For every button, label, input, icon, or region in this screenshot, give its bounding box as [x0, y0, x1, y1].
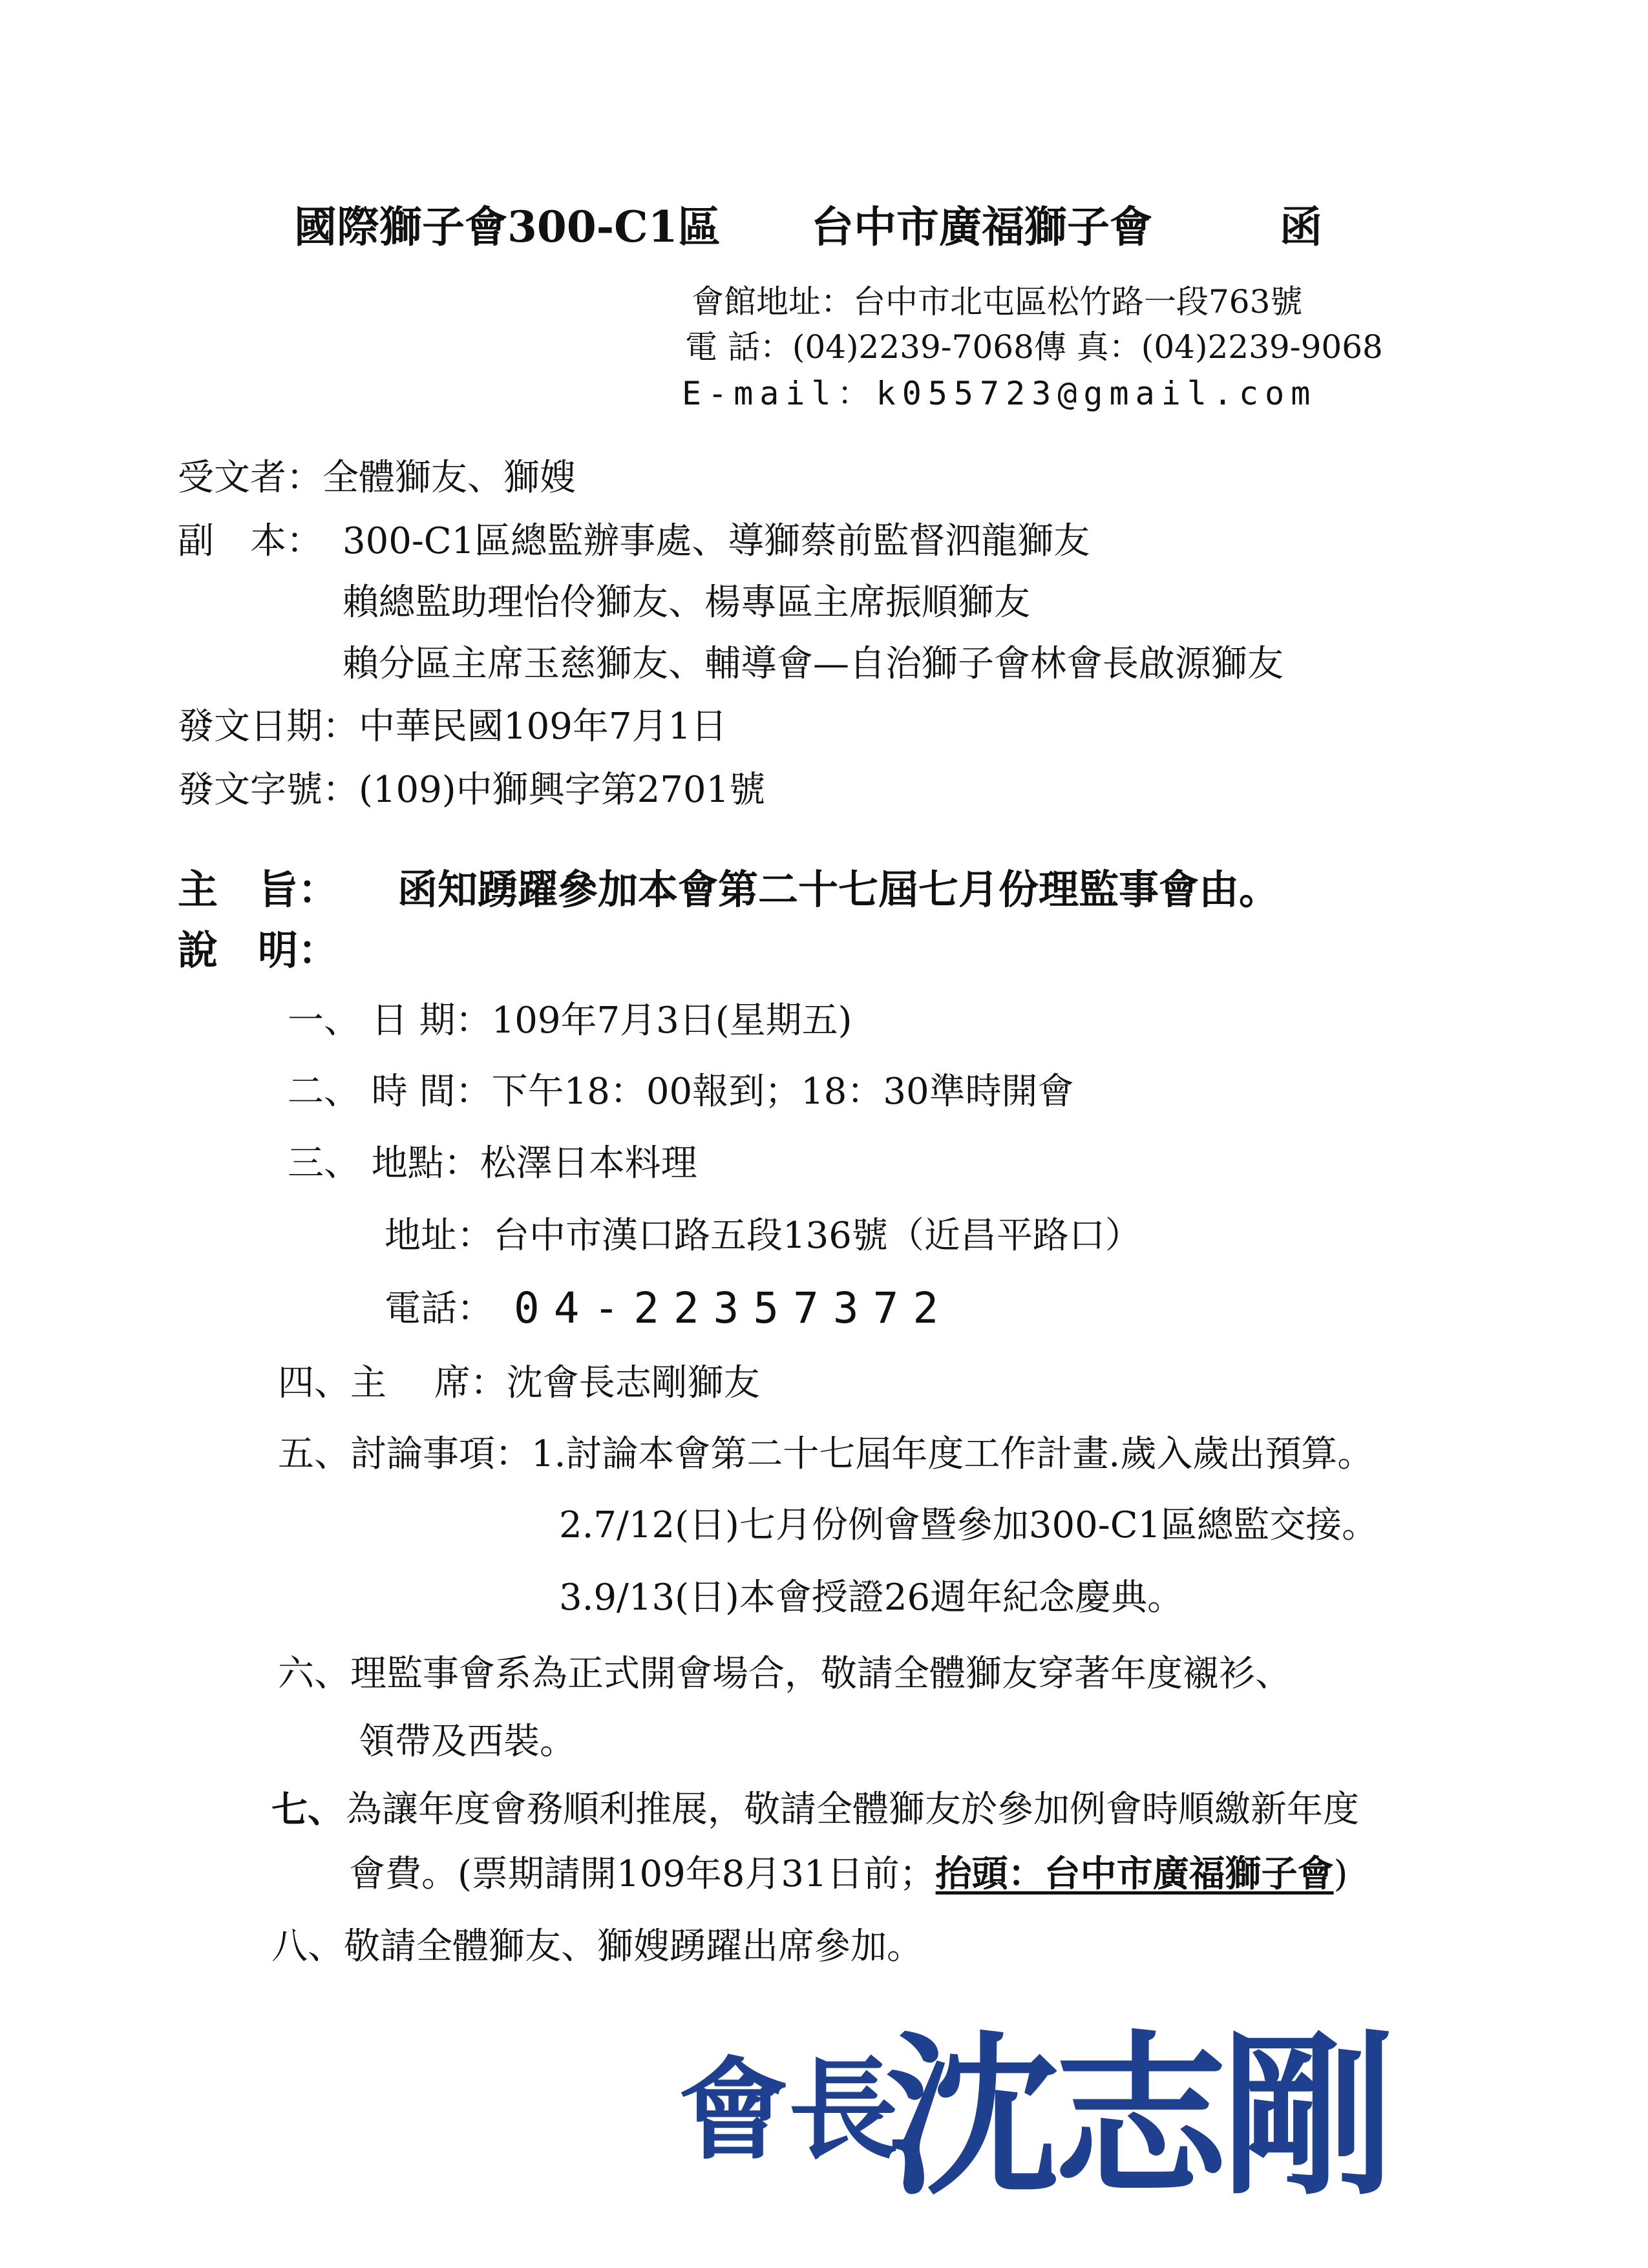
- president-signature-stamp: [672, 1984, 1389, 2223]
- document-number: 發文字號：(109)中獅興字第2701號: [178, 769, 766, 811]
- cc-label: 副 本：: [178, 520, 322, 562]
- item-time: 二、 時 間：下午18：00報到；18：30準時開會: [288, 1071, 1074, 1113]
- venue-phone-label: 電話：: [385, 1288, 493, 1330]
- signature-title: 會長: [679, 2046, 899, 2175]
- title-type: 函: [1280, 202, 1322, 252]
- item-fees: 為讓年度會務順利推展，敬請全體獅友於參加例會時順繳新年度: [346, 1789, 1359, 1831]
- explanation-label: 說 明：: [178, 927, 339, 974]
- club-email: E-mail：k055723@gmail.com: [682, 375, 1317, 412]
- title-org: 國際獅子會300-C1區: [294, 202, 721, 252]
- club-phone-fax: 電 話：(04)2239-7068傳 真：(04)2239-9068: [685, 328, 1383, 366]
- item-dress-code-cont: 領帶及西裝。: [359, 1721, 576, 1763]
- venue-phone-number: 04-22357372: [514, 1283, 953, 1333]
- cc-line-2: 賴總監助理怡伶獅友、楊專區主席振順獅友: [343, 582, 1030, 624]
- subject-label: 主 旨：: [178, 866, 339, 913]
- agenda-item-2: 2.7/12(日)七月份例會暨參加300-C1區總監交接。: [559, 1504, 1379, 1546]
- cc-line-3: 賴分區主席玉慈獅友、輔導會—自治獅子會林會長啟源獅友: [343, 643, 1284, 685]
- item-attendance: 八、敬請全體獅友、獅嫂踴躍出席參加。: [271, 1926, 923, 1968]
- item-fees-cont: [349, 1853, 1348, 1895]
- item-chair: 四、主 席：沈會長志剛獅友: [278, 1362, 760, 1404]
- club-address: 會館地址：台中市北屯區松竹路一段763號: [692, 283, 1303, 320]
- issue-date: 發文日期：中華民國109年7月1日: [178, 706, 728, 748]
- item-seven-number: 七、: [271, 1789, 344, 1831]
- signature-name: 沈志剛: [885, 2013, 1389, 2219]
- title-club: 台中市廣福獅子會: [811, 202, 1152, 252]
- item-venue: 三、 地點：松澤日本料理: [288, 1142, 697, 1184]
- item-date: 一、 日 期：109年7月3日(星期五): [288, 1000, 852, 1042]
- fees-cheque-date: 會費。(票期請開109年8月31日前；: [349, 1853, 936, 1895]
- agenda-item-3: 3.9/13(日)本會授證26週年紀念慶典。: [559, 1577, 1184, 1619]
- item-agenda: 五、討論事項：1.討論本會第二十七屆年度工作計畫.歲入歲出預算。: [278, 1433, 1374, 1475]
- fees-close-paren: ): [1333, 1853, 1348, 1895]
- item-dress-code: 六、理監事會系為正式開會場合，敬請全體獅友穿著年度襯衫、: [278, 1653, 1291, 1695]
- subject-text: 函知踴躍參加本會第二十七屆七月份理監事會由。: [397, 866, 1280, 913]
- recipient: 受文者：全體獅友、獅嫂: [178, 457, 576, 499]
- cc-line-1: 300-C1區總監辦事處、導獅蔡前監督泗龍獅友: [343, 520, 1090, 562]
- venue-address: 地址：台中市漢口路五段136號（近昌平路口）: [385, 1215, 1141, 1257]
- fees-payee: 抬頭：台中市廣福獅子會: [935, 1853, 1334, 1895]
